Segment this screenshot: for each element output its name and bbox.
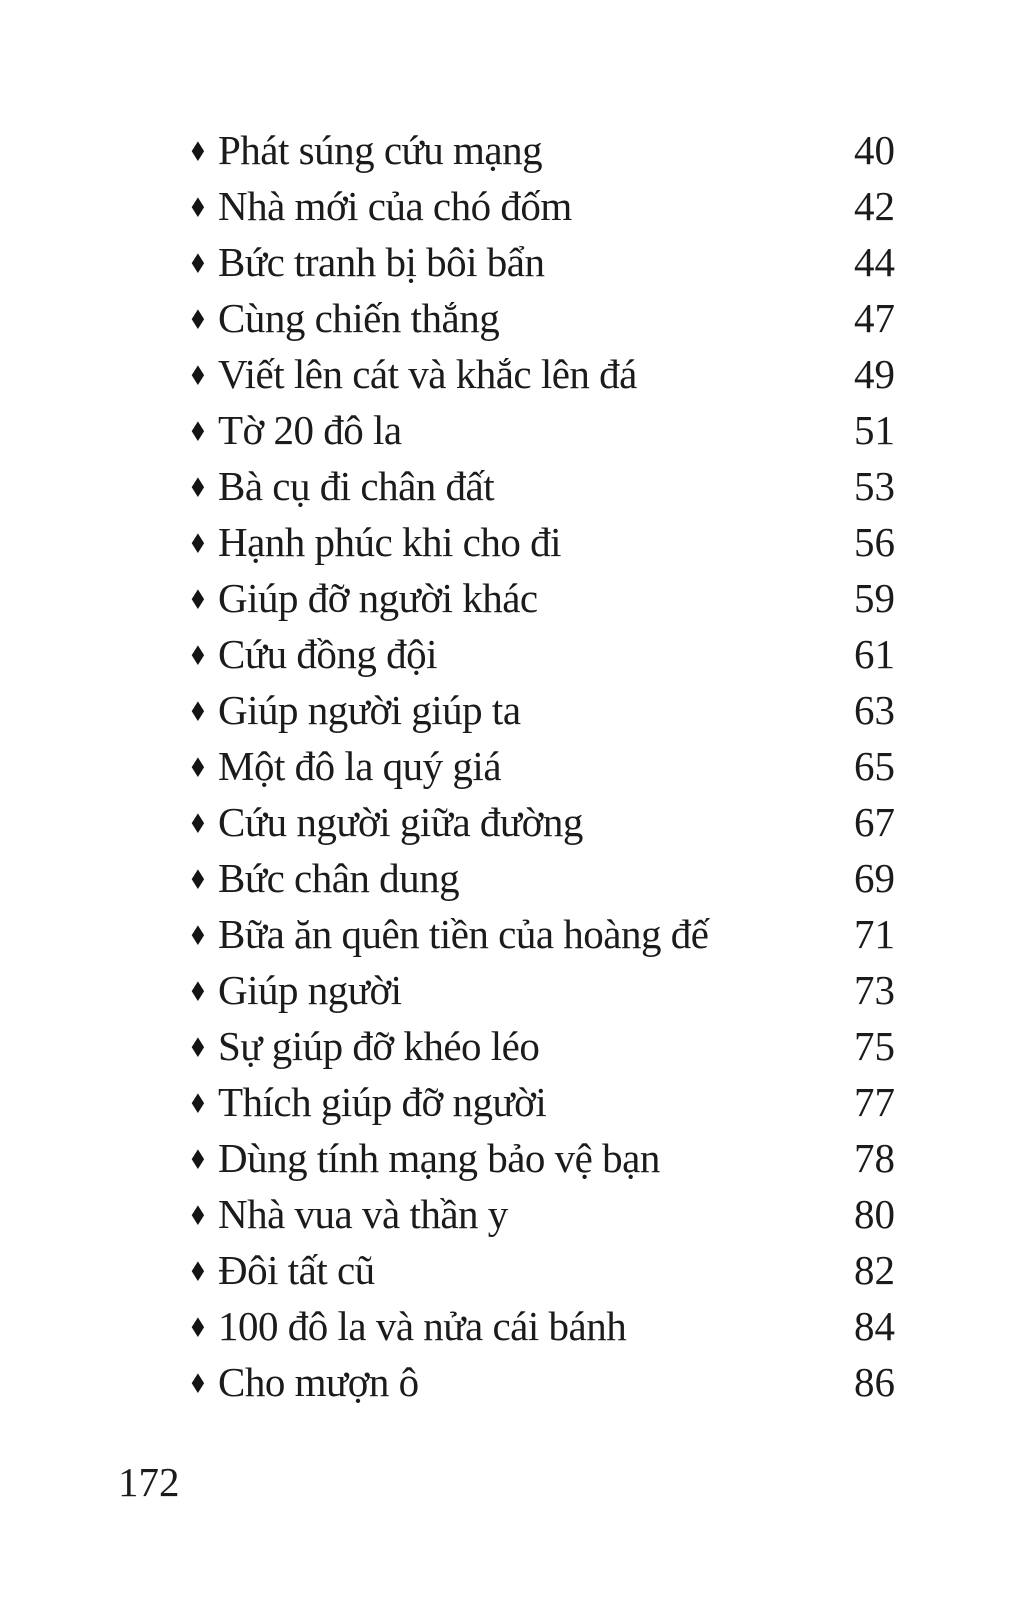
diamond-bullet-icon: ♦	[188, 696, 208, 728]
toc-entry-title: Bà cụ đi chân đất	[218, 462, 495, 509]
toc-entry	[188, 292, 895, 348]
toc-entry-page-number: 69	[854, 854, 895, 901]
toc-entry-title: Phát súng cứu mạng	[218, 126, 543, 173]
toc-entry-page-number: 86	[854, 1358, 895, 1405]
diamond-bullet-icon: ♦	[188, 136, 208, 168]
diamond-bullet-icon: ♦	[188, 1088, 208, 1120]
toc-entry	[188, 908, 895, 964]
diamond-bullet-icon: ♦	[188, 864, 208, 896]
toc-entry-title: Cứu đồng đội	[218, 630, 437, 677]
diamond-bullet-icon: ♦	[188, 304, 208, 336]
toc-entry	[188, 1076, 895, 1132]
toc-list	[188, 124, 895, 1412]
toc-entry-page-number: 56	[854, 518, 895, 565]
toc-entry-page-number: 42	[854, 182, 895, 229]
toc-entry-title: Bức tranh bị bôi bẩn	[218, 238, 545, 285]
diamond-bullet-icon: ♦	[188, 640, 208, 672]
diamond-bullet-icon: ♦	[188, 416, 208, 448]
diamond-bullet-icon: ♦	[188, 752, 208, 784]
toc-entry	[188, 964, 895, 1020]
toc-entry-page-number: 44	[854, 238, 895, 285]
toc-entry	[188, 404, 895, 460]
diamond-bullet-icon: ♦	[188, 472, 208, 504]
toc-entry	[188, 348, 895, 404]
diamond-bullet-icon: ♦	[188, 248, 208, 280]
toc-entry	[188, 1020, 895, 1076]
toc-entry-page-number: 59	[854, 574, 895, 621]
diamond-bullet-icon: ♦	[188, 192, 208, 224]
toc-entry	[188, 1188, 895, 1244]
toc-entry-page-number: 71	[854, 910, 895, 957]
page-number-footer: 172	[118, 1459, 180, 1505]
toc-entry	[188, 1356, 895, 1412]
toc-entry-page-number: 78	[854, 1134, 895, 1181]
toc-entry-page-number: 53	[854, 462, 895, 509]
toc-entry-page-number: 65	[854, 742, 895, 789]
toc-entry	[188, 1244, 895, 1300]
toc-entry-page-number: 77	[854, 1078, 895, 1125]
diamond-bullet-icon: ♦	[188, 1312, 208, 1344]
toc-entry-title: Bức chân dung	[218, 854, 460, 901]
toc-entry-page-number: 67	[854, 798, 895, 845]
toc-entry	[188, 572, 895, 628]
diamond-bullet-icon: ♦	[188, 1368, 208, 1400]
toc-entry	[188, 236, 895, 292]
toc-entry-page-number: 82	[854, 1246, 895, 1293]
toc-entry-page-number: 84	[854, 1302, 895, 1349]
toc-entry	[188, 516, 895, 572]
toc-entry	[188, 124, 895, 180]
toc-entry	[188, 460, 895, 516]
diamond-bullet-icon: ♦	[188, 976, 208, 1008]
toc-entry-title: Thích giúp đỡ người	[218, 1078, 547, 1125]
diamond-bullet-icon: ♦	[188, 1200, 208, 1232]
toc-entry-title: Cứu người giữa đường	[218, 798, 583, 845]
toc-entry-title: Bữa ăn quên tiền của hoàng đế	[218, 910, 709, 957]
diamond-bullet-icon: ♦	[188, 584, 208, 616]
toc-entry-page-number: 40	[854, 126, 895, 173]
toc-entry-title: Cho mượn ô	[218, 1358, 419, 1405]
toc-entry-page-number: 49	[854, 350, 895, 397]
toc-entry-title: Giúp đỡ người khác	[218, 574, 538, 621]
toc-entry	[188, 740, 895, 796]
toc-entry	[188, 180, 895, 236]
toc-entry-page-number: 47	[854, 294, 895, 341]
toc-entry-page-number: 61	[854, 630, 895, 677]
diamond-bullet-icon: ♦	[188, 1256, 208, 1288]
diamond-bullet-icon: ♦	[188, 920, 208, 952]
toc-entry-page-number: 80	[854, 1190, 895, 1237]
toc-entry	[188, 1300, 895, 1356]
toc-entry-title: Cùng chiến thắng	[218, 294, 500, 341]
toc-entry-title: Giúp người	[218, 966, 402, 1013]
toc-entry-title: Hạnh phúc khi cho đi	[218, 518, 561, 565]
toc-entry-title: Nhà mới của chó đốm	[218, 182, 572, 229]
toc-entry-title: 100 đô la và nửa cái bánh	[218, 1302, 627, 1349]
diamond-bullet-icon: ♦	[188, 1144, 208, 1176]
toc-entry-page-number: 75	[854, 1022, 895, 1069]
toc-entry	[188, 684, 895, 740]
toc-entry-page-number: 63	[854, 686, 895, 733]
toc-entry-page-number: 73	[854, 966, 895, 1013]
diamond-bullet-icon: ♦	[188, 808, 208, 840]
toc-entry-title: Đôi tất cũ	[218, 1246, 375, 1293]
diamond-bullet-icon: ♦	[188, 528, 208, 560]
toc-entry-title: Giúp người giúp ta	[218, 686, 521, 733]
toc-entry-title: Một đô la quý giá	[218, 742, 502, 789]
toc-entry-title: Tờ 20 đô la	[218, 406, 402, 453]
toc-entry	[188, 796, 895, 852]
diamond-bullet-icon: ♦	[188, 360, 208, 392]
toc-entry-title: Sự giúp đỡ khéo léo	[218, 1022, 540, 1069]
toc-entry	[188, 1132, 895, 1188]
toc-entry	[188, 628, 895, 684]
diamond-bullet-icon: ♦	[188, 1032, 208, 1064]
toc-entry-title: Nhà vua và thần y	[218, 1190, 508, 1237]
toc-entry	[188, 852, 895, 908]
toc-entry-page-number: 51	[854, 406, 895, 453]
toc-entry-title: Viết lên cát và khắc lên đá	[218, 350, 637, 397]
toc-entry-title: Dùng tính mạng bảo vệ bạn	[218, 1134, 660, 1181]
